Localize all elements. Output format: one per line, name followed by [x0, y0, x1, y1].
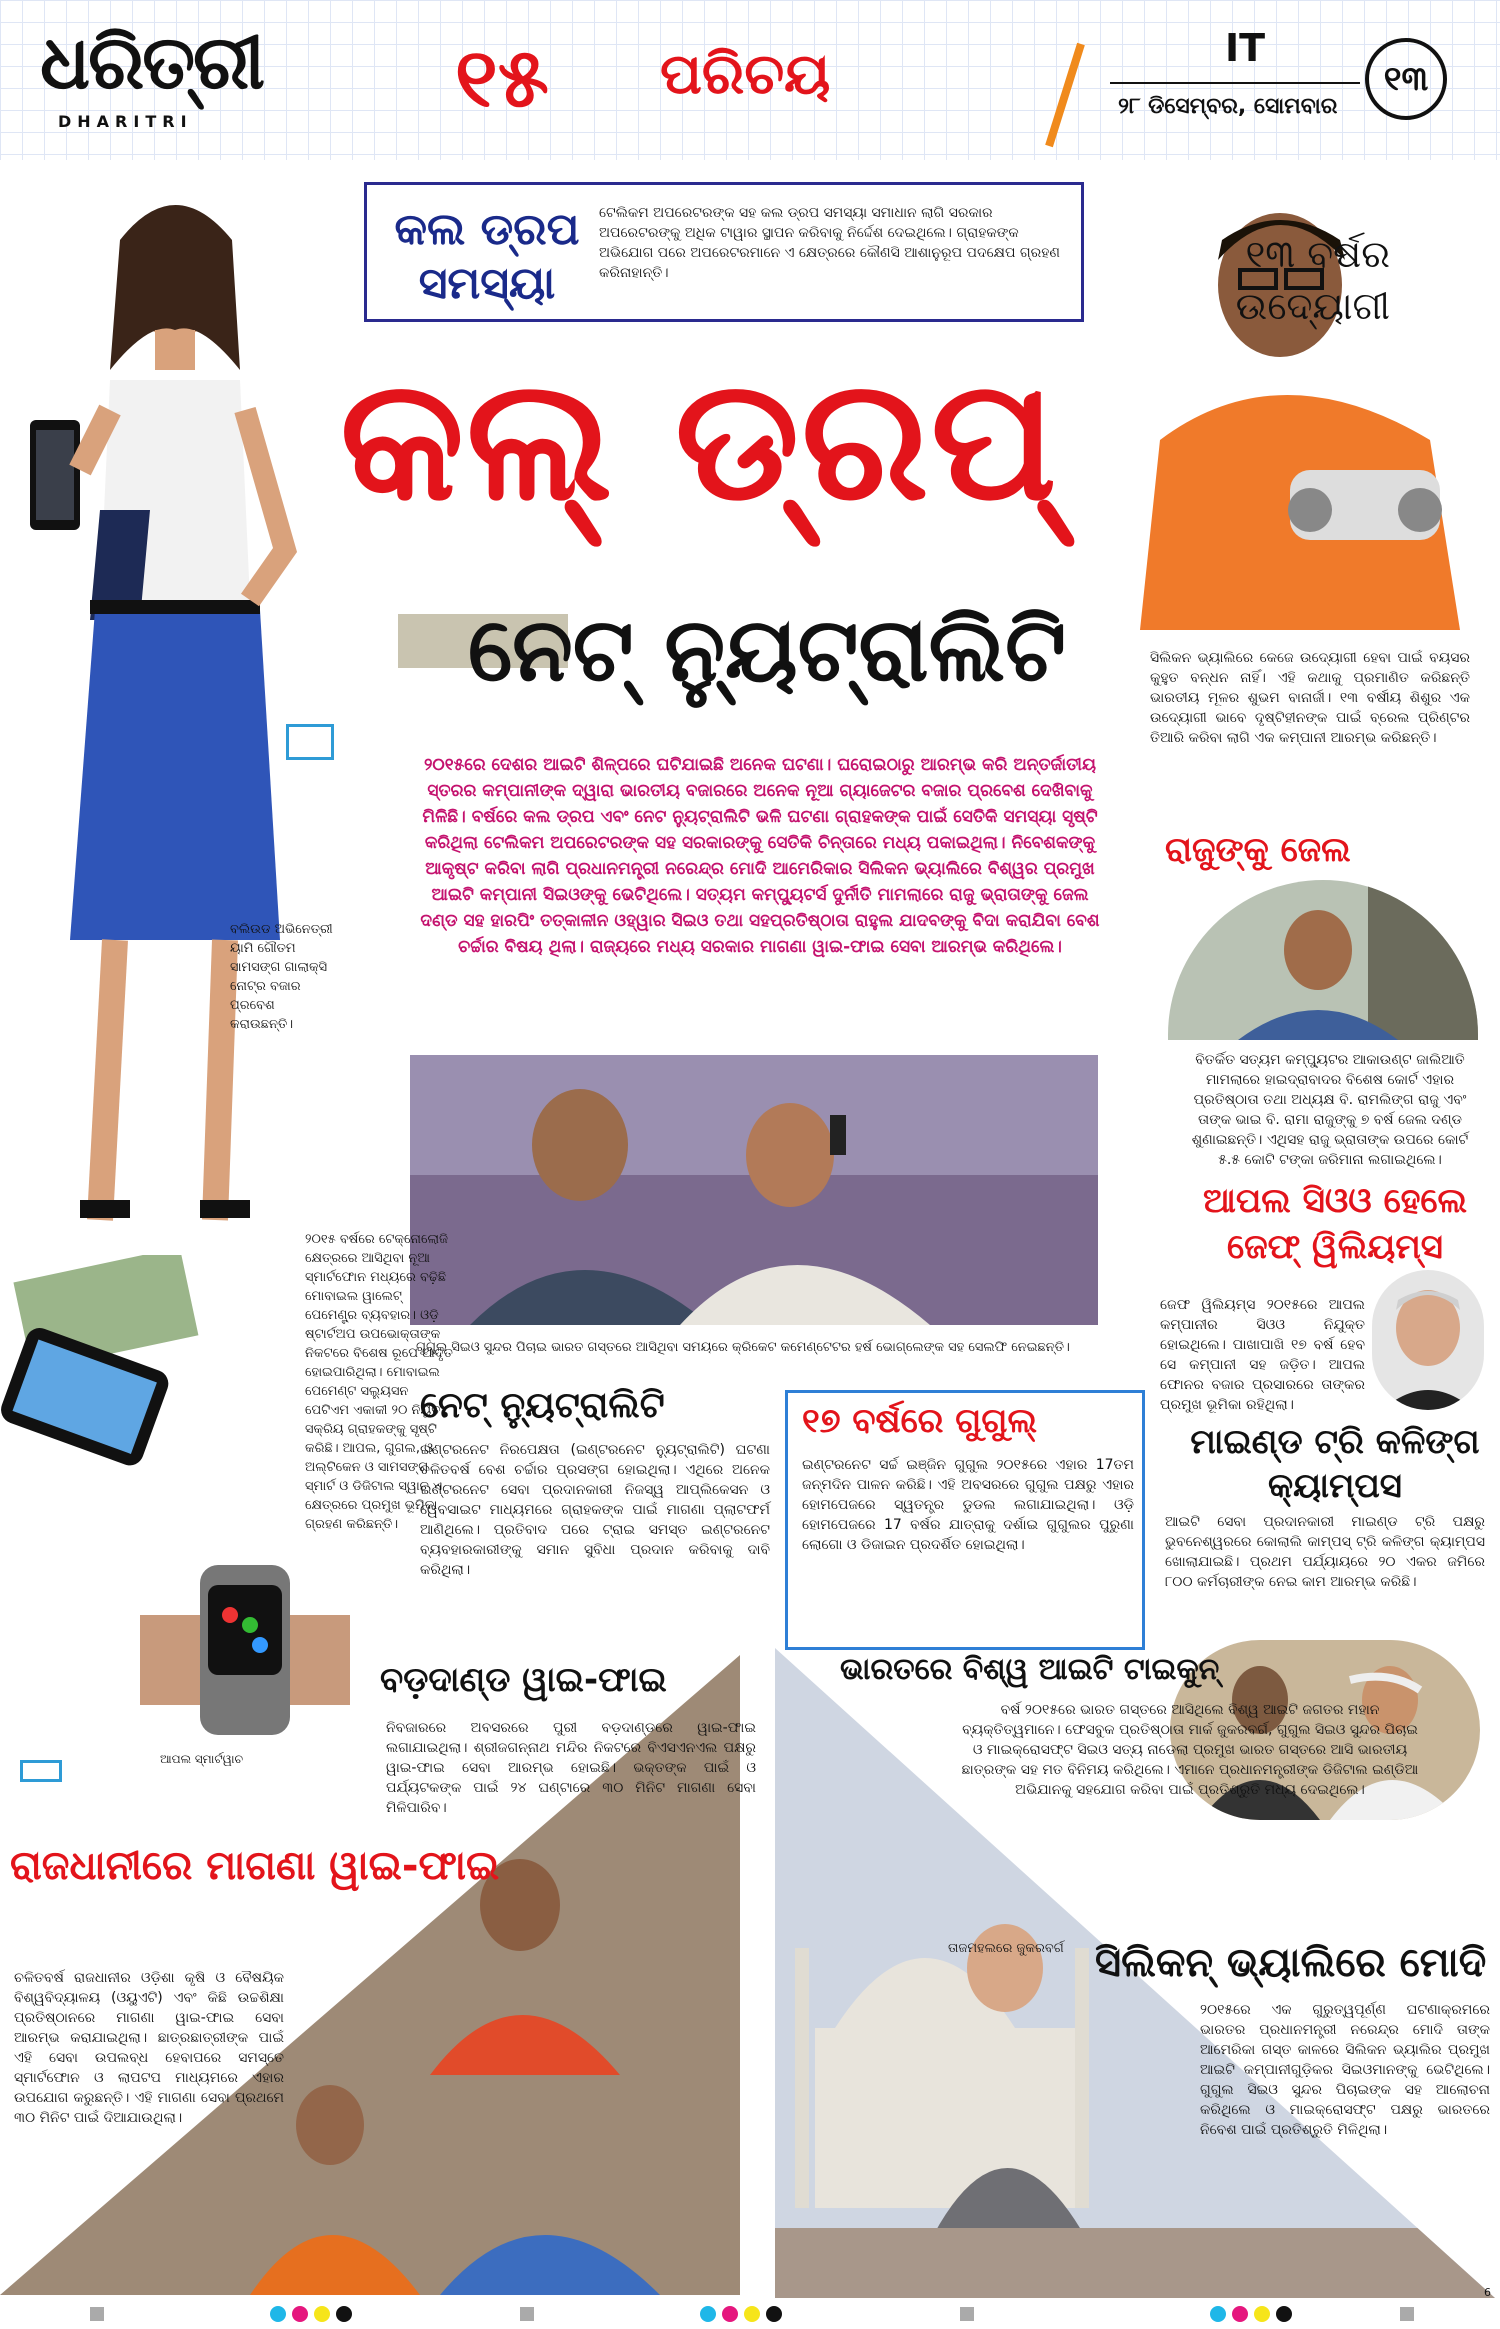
actress-caption: ବଲିଉଡ ଅଭିନେତ୍ରୀ ୟାମି ଗୌତମ ସାମସଙ୍ଗ ଗାଲାକ୍ସି ନୋଟ୍‌ର ବଜାର ପ୍ରବେଶ କରାଉଛନ୍ତି।	[230, 922, 333, 1032]
blue-frame-marker	[20, 1760, 62, 1782]
slash-decoration	[1045, 40, 1085, 150]
apple-coo-text: ଜେଫ ୱିଲିୟମ୍ସ ୨୦୧୫ରେ ଆପଲ କମ୍ପାନୀର ସିଓଓ ନିଯୁକ୍ତ ହୋଇଥିଲେ। ପାଖାପାଖି ୧୭ ବର୍ଷ ହେବ ସେ କମ୍ପାନୀ ସହ ଜଡ଼ିତ। ଆପଲ ଫୋନର ବଜାର ପ୍ରସାରରେ ତାଙ୍କର ପ୍ରମୁଖ ଭୂମିକା ରହିଥିଲା।	[1160, 1297, 1365, 1413]
phones-story-text: ୨୦୧୫ ବର୍ଷରେ ଟେକ୍ନୋଲୋଜି କ୍ଷେତ୍ରରେ ଆସିଥିବା ନୂଆ ସ୍ମାର୍ଟଫୋନ ମଧ୍ୟରେ ବଢ଼ିଛି ମୋବାଇଲ ୱାଲେଟ୍ ପେମେଣ୍ଟ୍ର ବ୍ୟବହାର। ଓଡ଼ି ଷ୍ଟାର୍ଟଅପ ଉପଭୋକ୍ତାଙ୍କ ନିକଟରେ ବିଶେଷ ରୂପେ ଆଦୃତ ହୋଇପାରିଥିଲା। ମୋବାଇଲ ପେମେଣ୍ଟ ସଲ୍ୟୁସନ ପେଟିଏମ ଏକାକୀ ୨୦ ନିୟୁତ ସକ୍ରିୟ ଗ୍ରାହକଙ୍କୁ ସୃଷ୍ଟି କରିଛି। ଆପଲ, ଗୁଗଲ, ଓ ଅଲ୍ଟିକେନ ଓ ସାମସଙ୍ଗ ସ୍ମାର୍ଟ ଓ ଡିଜିଟାଲ ସ୍ୱାଚ ଏ କ୍ଷେତ୍ରରେ ପ୍ରମୁଖ ଭୂମିକା ଗ୍ରହଣ କରିଛନ୍ତି।	[305, 1232, 453, 1532]
net-neutrality-headline: ନେଟ୍ ନ୍ୟୁଟ୍ରାଲିଟି	[420, 1385, 665, 1426]
magenta-dot	[292, 2306, 308, 2322]
teen-caption: ୧୩ ବର୍ଷର ଉଦ୍ୟୋଗୀ	[1235, 232, 1390, 328]
yellow-dot	[314, 2306, 330, 2322]
grey-marker	[1400, 2307, 1414, 2321]
phones-money-photo	[0, 1255, 205, 1475]
mindtree-headline: ମାଇଣ୍ଡ ଟ୍ରି କଳିଙ୍ଗ କ୍ୟାମ୍ପସ	[1190, 1422, 1480, 1506]
actress-figure	[0, 180, 360, 1230]
yellow-dot	[1254, 2306, 1270, 2322]
newspaper-logo-sub: DHARITRI	[58, 112, 193, 131]
magenta-dot	[1232, 2306, 1248, 2322]
tycoon-text: ବର୍ଷ ୨୦୧୫ରେ ଭାରତ ଗସ୍ତରେ ଆସିଥିଲେ ବିଶ୍ୱ ଆଇଟି ଜଗତର ମହାନ ବ୍ୟକ୍ତିତ୍ୱମାନେ। ଫେସବୁକ ପ୍ରତିଷ୍ଠାତା ମାର୍କ ଜୁକରବର୍ଗ, ଗୁଗୁଲ ସିଇଓ ସୁନ୍ଦର ପିଚାଇ ଓ ମାଇକ୍ରୋସଫ୍ଟ ସିଇଓ ସତ୍ୟ ନାଡେଲା ପ୍ରମୁଖ ଭାରତ ଗସ୍ତରେ ଆସି ଭାରତୀୟ ଛାତ୍ରଙ୍କ ସହ ମତ ବିନିମୟ କରିଥିଲେ। ଏମାନେ ପ୍ରଧାନମନ୍ତ୍ରୀଙ୍କ ଡିଜିଟାଲ ଇଣ୍ଡିଆ ଅଭିଯାନକୁ ସହଯୋଗ କରିବା ପାଇଁ ପ୍ରତିଶ୍ରୁତି ମଧ୍ୟ ଦେଇଥିଲେ।	[961, 1702, 1419, 1798]
apple-coo-headline: ଆପଲ ସିଓଓ ହେଲେ ଜେଫ୍ ୱିଲିୟମ୍ସ	[1202, 1181, 1468, 1267]
watch-figure	[140, 1545, 350, 1745]
page-mark: 6	[1484, 2286, 1491, 2299]
capital-wifi-text: ଚଳିତବର୍ଷ ରାଜଧାନୀର ଓଡ଼ିଶା କୃଷି ଓ ବୈଷୟିକ ବିଶ୍ୱବିଦ୍ୟାଳୟ (ଓୟୁଏଟି) ଏବଂ କିଛି ଉଚ୍ଚଶିକ୍ଷା ପ୍ରତିଷ୍ଠାନରେ ମାଗଣା ୱାଇ-ଫାଇ ସେବା ଆରମ୍ଭ କରାଯାଇଥିଲା। ଛାତ୍ରଛାତ୍ରୀଙ୍କ ପାଇଁ ଏହି ସେବା ଉପଲବ୍ଧ ହେବାପରେ ସମସ୍ତେ ସ୍ମାର୍ଟଫୋନ ଓ ଲାପଟପ ମାଧ୍ୟମରେ ଏହାର ଉପଯୋଗ କରୁଛନ୍ତି। ଏହି ମାଗଣା ସେବା ପ୍ରଥମେ ୩୦ ମିନିଟ ପାଇଁ ଦିଆଯାଉଥିଲା।	[14, 1970, 284, 2126]
modi-silicon-valley-text: ୨୦୧୫ରେ ଏକ ଗୁରୁତ୍ୱପୂର୍ଣ୍ଣ ଘଟଣାକ୍ରମରେ ଭାରତର ପ୍ରଧାନମନ୍ତ୍ରୀ ନରେନ୍ଦ୍ର ମୋଦି ତାଙ୍କ ଆମେରିକା ଗସ୍ତ କାଳରେ ସିଲିକନ ଭ୍ୟାଲିର ପ୍ରମୁଖ ଆଇଟି କମ୍ପାନୀଗୁଡ଼ିକର ସିଇଓମାନଙ୍କୁ ଭେଟିଥିଲେ। ଗୁଗୁଲ ସିଇଓ ସୁନ୍ଦର ପିଚାଇଙ୍କ ସହ ଆଲୋଚନା କରିଥିଲେ ଓ ମାଇକ୍ରୋସଫ୍ଟ ପକ୍ଷରୁ ଭାରତରେ ନିବେଶ ପାଇଁ ପ୍ରତିଶ୍ରୁତି ମିଳିଥିଲା।	[1200, 2002, 1490, 2138]
selfie-caption: ଗୁଗୁଲ ସିଇଓ ସୁନ୍ଦର ପିଚାଇ ଭାରତ ଗସ୍ତରେ ଆସିଥିବା ସମୟରେ କ୍ରିକେଟ କମେଣ୍ଟେଟର ହର୍ଷ ଭୋଗ୍ଲେଙ୍କ ସହ ସେଲଫି ନେଇଛନ୍ତି।	[416, 1340, 1070, 1355]
pichai-bhogle-selfie-photo	[410, 1055, 1098, 1325]
date-line: ୨୮ ଡିସେମ୍ବର, ସୋମବାର	[1118, 94, 1338, 119]
section-title: ପରିଚୟ	[660, 42, 831, 107]
grey-marker	[90, 2307, 104, 2321]
raju-headline: ରାଜୁଙ୍କୁ ଜେଲ	[1165, 830, 1351, 870]
cyan-dot	[700, 2306, 716, 2322]
jeff-williams-photo	[1372, 1270, 1484, 1410]
phones-figure	[0, 1255, 205, 1475]
google-text: ଇଣ୍ଟରନେଟ ସର୍ଚ୍ଚ ଇଞ୍ଜିନ ଗୁଗୁଲ ୨୦୧୫ରେ ଏହାର 17ତମ ଜନ୍ମଦିନ ପାଳନ କରିଛି। ଏହି ଅବସରରେ ଗୁଗୁଲ ପକ୍ଷରୁ ଏହାର ହୋମପେଜରେ ସ୍ୱତନ୍ତ୍ର ଡୁଡଲ ଲଗାଯାଇଥିଲା। ଓଡ଼ି ହୋମପେଜରେ 17 ବର୍ଷର ଯାତ୍ରାକୁ ଦର୍ଶାଇ ଗୁଗୁଲର ପୁରୁଣା ଲୋଗୋ ଓ ଡିଜାଇନ ପ୍ରଦର୍ଶିତ ହୋଇଥିଲା।	[802, 1457, 1134, 1553]
watch-caption: ଆପଲ ସ୍ମାର୍ଟୱାଚ	[160, 1752, 244, 1766]
main-headline: କଲ୍ ଡ୍ରପ୍	[340, 342, 1059, 538]
subheadline: ନେଟ୍ ନ୍ୟୁଟ୍ରାଲିଟି	[468, 598, 1067, 701]
actress-photo	[0, 180, 360, 1230]
black-dot	[1276, 2306, 1292, 2322]
google-17-years-box	[785, 1390, 1145, 1650]
raju-figure	[1168, 880, 1478, 1040]
callout-title: କଲ ଡ୍ରପ ସମସ୍ୟା	[394, 204, 580, 309]
callout-text: ଟେଲିକମ ଅପରେଟରଙ୍କ ସହ କଲ ଡ୍ରପ ସମସ୍ୟା ସମାଧାନ ଲାଗି ସରକାର ଅପରେଟରଙ୍କୁ ଅଧିକ ଟାୱାର ସ୍ଥାପନ କରିବାକୁ ନିର୍ଦ୍ଦେଶ ଦେଇଥିଲେ। ଗ୍ରାହକଙ୍କ ଅଭିଯୋଗ ପରେ ଅପରେଟରମାନେ ଏ କ୍ଷେତ୍ରରେ କୌଣସି ଆଶାନୁରୂପ ପଦକ୍ଷେପ ଗ୍ରହଣ କରିନାହାନ୍ତି।	[599, 205, 1060, 281]
google-headline: ୧୭ ବର୍ଷରେ ଗୁଗୁଲ୍	[802, 1401, 1038, 1441]
print-registration-strip	[0, 2286, 1500, 2329]
call-drop-callout	[364, 182, 1084, 322]
raju-photo	[1168, 880, 1478, 1040]
apple-watch-photo	[140, 1545, 350, 1745]
intro-paragraph: ୨୦୧୫ରେ ଦେଶର ଆଇଟି ଶିଳ୍ପରେ ଘଟିଯାଇଛି ଅନେକ ଘଟଣା। ଘରୋଇଠାରୁ ଆରମ୍ଭ କରି ଅନ୍ତର୍ଜାତୀୟ ସ୍ତରର କମ୍ପାନୀଙ୍କ ଦ୍ୱାରା ଭାରତୀୟ ବଜାରରେ ଅନେକ ନୂଆ ଗ୍ୟାଜେଟର ବଜାର ପ୍ରବେଶ ଦେଖିବାକୁ ମିଳିଛି। ବର୍ଷରେ କଲ ଡ୍ରପ ଏବଂ ନେଟ ନ୍ୟୁଟ୍ରାଲିଟି ଭଳି ଘଟଣା ଗ୍ରାହକଙ୍କ ପାଇଁ ସେତିକି ସମସ୍ୟା ସୃଷ୍ଟି କରିଥିଲା ଟେଲିକମ ଅପରେଟରଙ୍କ ସହ ସରକାରଙ୍କୁ ସେତିକି ଚିନ୍ତାରେ ମଧ୍ୟ ପକାଇଥିଲା। ନିବେଶକଙ୍କୁ ଆକୃଷ୍ଟ କରିବା ଲାଗି ପ୍ରଧାନମନ୍ତ୍ରୀ ନରେନ୍ଦ୍ର ମୋଦି ଆମେରିକାର ସିଲିକନ ଭ୍ୟାଲିରେ ବିଶ୍ୱର ପ୍ରମୁଖ ଆଇଟି କମ୍ପାନୀ ସିଇଓଙ୍କୁ ଭେଟିଥିଲେ। ସତ୍ୟମ କମ୍ପ୍ୟୁଟର୍ସ ଦୁର୍ନୀତି ମାମଲାରେ ରାଜୁ ଭ୍ରାତାଙ୍କୁ ଜେଲ ଦଣ୍ଡ ସହ ହାରପିଂ ତତ୍କାଳୀନ ଓହ୍ୱାର ସିଇଓ ତଥା ସହପ୍ରତିଷ୍ଠାତା ରାହୁଲ ଯାଦବଙ୍କୁ ବିଦା କରାଯିବା ବେଶ ଚର୍ଚ୍ଚାର ବିଷୟ ଥିଲା। ରାଜ୍ୟରେ ମଧ୍ୟ ସରକାର ମାଗଣା ୱାଇ-ଫାଇ ସେବା ଆରମ୍ଭ କରିଥିଲେ।	[420, 755, 1100, 957]
grey-marker	[520, 2307, 534, 2321]
net-neutrality-text: ଇଣ୍ଟରନେଟ ନିରପେକ୍ଷତା (ଇଣ୍ଟରନେଟ ନ୍ୟୁଟ୍ରାଲିଟି) ଘଟଣା ଚଳିତବର୍ଷ ବେଶ ଚର୍ଚ୍ଚାର ପ୍ରସଙ୍ଗ ହୋଇଥିଲା। ଏଥିରେ ଅନେକ ଇଣ୍ଟରନେଟ ସେବା ପ୍ରଦାନକାରୀ ନିଜସ୍ୱ ଆପ୍ଲିକେସନ ଓ ୱେବସାଇଟ ମାଧ୍ୟମରେ ଗ୍ରାହକଙ୍କ ପାଇଁ ମାଗଣା ପ୍ଲାଟଫର୍ମ ଆଣିଥିଲେ। ପ୍ରତିବାଦ ପରେ ଟ୍ରାଇ ସମସ୍ତ ଇଣ୍ଟରନେଟ ବ୍ୟବହାରକାରୀଙ୍କୁ ସମାନ ସୁବିଧା ପ୍ରଦାନ କରିବାକୁ ଦାବି କରିଥିଲା।	[420, 1442, 770, 1578]
newspaper-logo: ଧରିତ୍ରୀ	[40, 20, 264, 106]
tycoon-headline: ଭାରତରେ ବିଶ୍ୱ ଆଇଟି ଟାଇକୁନ୍	[840, 1652, 1220, 1687]
modi-silicon-valley-headline: ସିଲିକନ୍ ଭ୍ୟାଲିରେ ମୋଦି	[1095, 1940, 1487, 1986]
black-dot	[336, 2306, 352, 2322]
header-rule	[1110, 82, 1360, 84]
raju-story-text: ବିତର୍କିତ ସତ୍ୟମ କମ୍ପ୍ୟୁଟର ଆକାଉଣ୍ଟ ଜାଲିଆତି ମାମଲାରେ ହାଇଦ୍ରାବାଦର ବିଶେଷ କୋର୍ଟ ଏହାର ପ୍ରତିଷ୍ଠାତା ତଥା ଅଧ୍ୟକ୍ଷ ବି. ରାମଲିଙ୍ଗ ରାଜୁ ଏବଂ ତାଙ୍କ ଭାଇ ବି. ରାମା ରାଜୁଙ୍କୁ ୭ ବର୍ଷ ଜେଲ ଦଣ୍ଡ ଶୁଣାଇଛନ୍ତି। ଏଥିସହ ରାଜୁ ଭ୍ରାତାଙ୍କ ଉପରେ କୋର୍ଟ ୫.୫ କୋଟି ଟଙ୍କା ଜରିମାନା ଲଗାଇଥିଲେ।	[1191, 1052, 1469, 1168]
section-label: IT	[1225, 26, 1266, 70]
blue-frame-marker	[286, 724, 334, 760]
cyan-dot	[1210, 2306, 1226, 2322]
magenta-dot	[722, 2306, 738, 2322]
black-dot	[766, 2306, 782, 2322]
badadanda-wifi-text: ନିବଜାରରେ ଅବସରରେ ପୁରୀ ବଡ଼ଦାଣ୍ଡରେ ୱାଇ-ଫାଇ ଲଗାଯାଇଥିଲା। ଶ୍ରୀଜଗନ୍ନାଥ ମନ୍ଦିର ନିକଟରେ ବିଏସଏନଏଲ ପକ୍ଷରୁ ୱାଇ-ଫାଇ ସେବା ଆରମ୍ଭ ହୋଇଛି। ଭକ୍ତଙ୍କ ପାଇଁ ଓ ପର୍ଯ୍ୟଟକଙ୍କ ପାଇଁ ୨୪ ଘଣ୍ଟାରେ ୩୦ ମିନିଟ ମାଗଣା ସେବା ମିଳିପାରିବ।	[386, 1720, 756, 1816]
grey-marker	[960, 2307, 974, 2321]
capital-wifi-headline: ରାଜଧାନୀରେ ମାଗଣା ୱାଇ-ଫାଇ	[10, 1843, 500, 1889]
zuckerberg-caption: ତାଜମହଲରେ ଜୁକରବର୍ଗ	[948, 1941, 1064, 1956]
subheadline-box	[398, 590, 1110, 714]
teen-story-text: ସିଲିକନ ଭ୍ୟାଲିରେ କେଜେ ଉଦ୍ୟୋଗୀ ହେବା ପାଇଁ ବୟସର କୁହୁତ ବନ୍ଧନ ନାହିଁ। ଏହି କଥାକୁ ପ୍ରମାଣିତ କରିଛନ୍ତି ଭାରତୀୟ ମୂଳର ଶୁଭମ ବାନାର୍ଜୀ। ୧୩ ବର୍ଷୀୟ ଶିଶୁର ଏକ ଉଦ୍ୟୋଗୀ ଭାବେ ଦୃଷ୍ଟିହୀନଙ୍କ ପାଇଁ ବ୍ରେଲ ପ୍ରିଣ୍ଟର ତିଆରି କରିବା ଲାଗି ଏକ କମ୍ପାନୀ ଆରମ୍ଭ କରିଛନ୍ତି।	[1150, 650, 1470, 746]
page-number: ୧୩	[1365, 38, 1447, 120]
year-number: ୧୫	[455, 30, 549, 126]
masthead	[0, 0, 1500, 160]
selfie-figure	[410, 1055, 1098, 1325]
badadanda-wifi-headline: ବଡ଼ଦାଣ୍ଡ ୱାଇ-ଫାଇ	[380, 1660, 667, 1700]
cyan-dot	[270, 2306, 286, 2322]
mindtree-text: ଆଇଟି ସେବା ପ୍ରଦାନକାରୀ ମାଇଣ୍ଡ ଟ୍ରି ପକ୍ଷରୁ ଭୁବନେଶ୍ୱରରେ କୋଲାଲି କାମ୍ପସ୍ ଟ୍ରି କଳିଙ୍ଗ କ୍ୟାମ୍ପସ ଖୋଲାଯାଇଛି। ପ୍ରଥମ ପର୍ଯ୍ୟାୟରେ ୨୦ ଏକର ଜମିରେ ୮୦୦ କର୍ମଚାରୀଙ୍କ ନେଇ କାମ ଆରମ୍ଭ କରିଛି।	[1165, 1514, 1485, 1590]
jeff-williams-figure	[1372, 1270, 1484, 1410]
yellow-dot	[744, 2306, 760, 2322]
